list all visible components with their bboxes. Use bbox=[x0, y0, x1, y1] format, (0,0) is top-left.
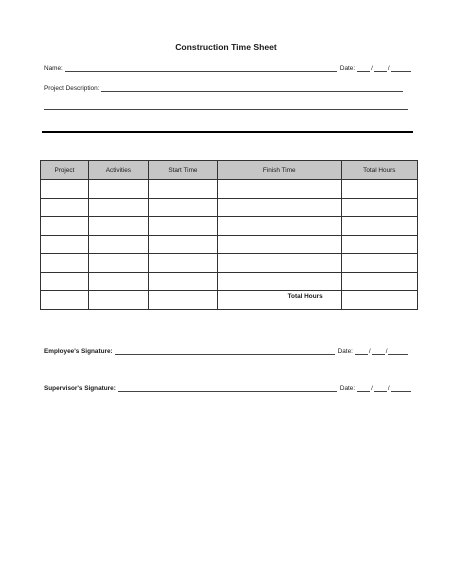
date-month-field[interactable] bbox=[357, 385, 370, 392]
name-row bbox=[44, 65, 411, 72]
table-cell[interactable] bbox=[41, 272, 89, 291]
name-date-group bbox=[340, 65, 411, 72]
date-separator: / bbox=[368, 348, 371, 355]
table-row bbox=[41, 217, 418, 236]
date-separator: / bbox=[387, 385, 390, 392]
table-cell[interactable] bbox=[217, 272, 341, 291]
supervisor-signature-field[interactable] bbox=[118, 385, 337, 392]
table-cell[interactable] bbox=[217, 180, 341, 199]
date-label: Date: bbox=[339, 385, 356, 392]
table-row bbox=[41, 272, 418, 291]
time-sheet-table bbox=[40, 160, 418, 310]
table-row bbox=[41, 180, 418, 199]
date-day-field[interactable] bbox=[374, 385, 387, 392]
date-label: Date: bbox=[337, 348, 353, 355]
project-description-continuation bbox=[44, 103, 408, 110]
date-year-field[interactable] bbox=[391, 65, 411, 72]
table-cell[interactable] bbox=[41, 254, 89, 273]
date-year-field[interactable] bbox=[391, 385, 411, 392]
table-cell[interactable] bbox=[217, 254, 341, 273]
table-cell[interactable] bbox=[88, 291, 148, 310]
date-separator: / bbox=[385, 348, 388, 355]
table-cell[interactable] bbox=[41, 217, 89, 236]
table-cell[interactable] bbox=[341, 235, 417, 254]
table-cell[interactable] bbox=[341, 254, 417, 273]
supervisor-signature-label: Supervisor's Signature: bbox=[44, 385, 116, 392]
table-cell[interactable] bbox=[41, 291, 89, 310]
employee-date-group bbox=[338, 348, 409, 355]
header-activities: Activities bbox=[88, 161, 148, 180]
table-cell[interactable] bbox=[88, 235, 148, 254]
date-separator: / bbox=[387, 65, 390, 72]
table-cell[interactable] bbox=[148, 254, 217, 273]
table-cell[interactable] bbox=[88, 180, 148, 199]
header-start-time: Start Time bbox=[148, 161, 217, 180]
date-label: Date: bbox=[339, 65, 356, 72]
table-cell[interactable] bbox=[341, 180, 417, 199]
name-label: Name: bbox=[44, 65, 63, 72]
date-day-field[interactable] bbox=[372, 348, 385, 355]
table-cell[interactable] bbox=[148, 272, 217, 291]
table-cell[interactable] bbox=[88, 272, 148, 291]
table-cell[interactable] bbox=[148, 198, 217, 217]
date-month-field[interactable] bbox=[357, 65, 370, 72]
table-row bbox=[41, 235, 418, 254]
table-cell[interactable] bbox=[41, 198, 89, 217]
table-header-row bbox=[41, 161, 418, 180]
table-cell[interactable] bbox=[217, 217, 341, 236]
supervisor-signature-row bbox=[44, 385, 411, 392]
name-field[interactable] bbox=[65, 65, 337, 72]
employee-signature-label: Employee's Signature: bbox=[44, 348, 113, 355]
table-cell[interactable] bbox=[341, 198, 417, 217]
table-cell[interactable] bbox=[88, 217, 148, 236]
table-cell[interactable] bbox=[148, 180, 217, 199]
table-row bbox=[41, 254, 418, 273]
table-cell[interactable] bbox=[148, 217, 217, 236]
table-cell[interactable] bbox=[88, 198, 148, 217]
table-row bbox=[41, 198, 418, 217]
header-total-hours: Total Hours bbox=[341, 161, 417, 180]
table-cell[interactable] bbox=[41, 235, 89, 254]
table-cell[interactable] bbox=[148, 235, 217, 254]
project-description-field[interactable] bbox=[101, 85, 403, 92]
employee-signature-field[interactable] bbox=[115, 348, 335, 355]
table-cell[interactable] bbox=[341, 272, 417, 291]
header-finish-time: Finish Time bbox=[217, 161, 341, 180]
page-title: Construction Time Sheet bbox=[175, 42, 277, 52]
date-month-field[interactable] bbox=[355, 348, 368, 355]
table-cell[interactable] bbox=[41, 180, 89, 199]
supervisor-date-group bbox=[340, 385, 411, 392]
date-separator: / bbox=[371, 65, 373, 72]
project-description-row bbox=[44, 85, 403, 92]
table-cell[interactable] bbox=[148, 291, 217, 310]
total-row bbox=[41, 291, 418, 310]
employee-signature-row bbox=[44, 348, 408, 355]
date-day-field[interactable] bbox=[374, 65, 387, 72]
project-description-label: Project Description: bbox=[44, 85, 100, 92]
table-cell[interactable] bbox=[217, 235, 341, 254]
date-year-field[interactable] bbox=[388, 348, 408, 355]
table-cell[interactable] bbox=[88, 254, 148, 273]
table-cell[interactable] bbox=[341, 217, 417, 236]
header-project: Project bbox=[41, 161, 89, 180]
section-divider bbox=[42, 131, 413, 133]
total-hours-label: Total Hours bbox=[217, 291, 341, 310]
date-separator: / bbox=[371, 385, 373, 392]
table-cell[interactable] bbox=[217, 198, 341, 217]
total-hours-value-cell[interactable] bbox=[341, 291, 417, 310]
project-description-field-2[interactable] bbox=[44, 103, 408, 110]
